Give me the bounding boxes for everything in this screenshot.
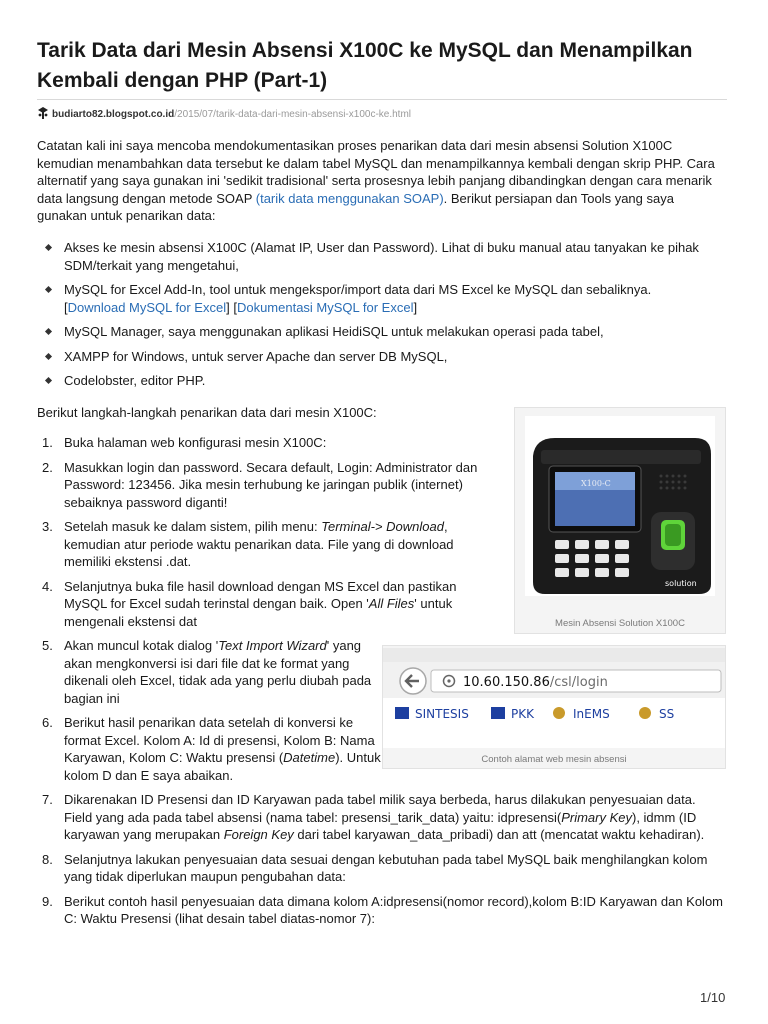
bookmark-sintesis: SINTESIS: [415, 707, 469, 721]
step-item: [37, 893, 727, 928]
intro-text: Catatan kali ini saya mencoba mendokumentasikan proses penarikan data dari mesin absensi Solution X100C kemudian menambahkan data tersebut ke dalam tabel MySQL dan menampilkannya kembali dengan skrip PHP. Cara alternatif yang saya gunakan ini 'sedikit tradisional' serta prosesnya lebih panjang dibandingkan dengan cara menarik data langsung dengan metode SOAP: [37, 138, 715, 206]
step-number: 4.: [42, 578, 53, 594]
list-item: [37, 372, 727, 390]
step-emphasis: Datetime: [283, 750, 336, 765]
step-text: Masukkan login dan password. Secara default, Login: Administrator dan Password: 123456. Jika mesin terhubung ke jaringan publik (internet) sebaiknya password diganti!: [64, 459, 478, 510]
step-number: 2.: [42, 459, 53, 475]
title-divider: [37, 99, 727, 100]
step-item: [37, 434, 494, 452]
site-favicon-icon: [37, 107, 49, 124]
list-item: [37, 323, 727, 341]
intro-text-end: . Berikut persiapan dan Tools yang saya gunakan untuk penarikan data:: [37, 190, 674, 223]
bracket: [: [64, 299, 68, 315]
bullet-icon: [45, 244, 52, 251]
bullet-icon: [45, 377, 52, 384]
step-text: Berikut hasil penarikan data setelah di konversi ke format Excel. Kolom A: Id di presensi, Kolom B: Nama Karyawan, Kolom C: Waktu presensi (: [64, 715, 375, 765]
intro-paragraph: [37, 137, 727, 225]
list-item-text: Akses ke mesin absensi X100C (Alamat IP, User dan Password). Lihat di buku manual atau tanyakan ke pihak SDM/terkait yang mengetahui,: [64, 240, 699, 273]
source-path: /2015/07/tarik-data-dari-mesin-absensi-x100c-ke.html: [174, 109, 412, 120]
list-item: [37, 281, 727, 316]
bookmark-inems: InEMS: [573, 707, 610, 721]
step-item: [37, 518, 494, 571]
step-item: [37, 459, 494, 512]
mysql-excel-docs-link[interactable]: Dokumentasi MySQL for Excel: [236, 299, 414, 315]
step-item: [37, 578, 494, 631]
bullet-icon: [45, 328, 52, 335]
step-emphasis: Text Import Wizard: [218, 638, 327, 653]
soap-link[interactable]: (tarik data menggunakan SOAP): [255, 190, 444, 206]
attendance-machine-image: [515, 416, 725, 616]
step-number: 6.: [42, 715, 53, 730]
step-item: [37, 791, 727, 844]
list-item-text: XAMPP for Windows, untuk server Apache dan server DB MySQL,: [64, 348, 448, 364]
step-number: 7.: [42, 792, 53, 807]
step-text: , kemudian atur periode waktu penarikan data. File yang di download memiliki ekstensi .dat.: [64, 519, 454, 569]
step-text: dari tabel karyawan_data_pribadi) dan att (mencatat waktu kehadiran).: [293, 827, 705, 842]
step-item: [37, 714, 389, 784]
step-text: ' yang akan mengkonversi isi dari file dat ke format yang dikenali oleh Excel, tidak ada yang perlu diubah pada bagian ini: [64, 638, 372, 706]
bookmark-pkk: PKK: [511, 707, 534, 721]
step-number: 8.: [42, 851, 53, 867]
bracket: ] [: [226, 299, 237, 315]
step-text: Buka halaman web konfigurasi mesin X100C:: [64, 435, 327, 450]
step-item: [37, 637, 389, 707]
url-figure: [382, 645, 726, 769]
step-text: ), idmm (ID karyawan yang merupakan: [64, 809, 697, 842]
step-emphasis: Terminal-> Download: [321, 519, 444, 534]
step-item: [37, 851, 727, 886]
steps-intro: Berikut langkah-langkah penarikan data dari mesin X100C:: [37, 405, 377, 420]
step-text: ' untuk mengenali ekstensi dat: [64, 596, 453, 629]
device-brand-label: solution: [665, 579, 697, 588]
article-title: Tarik Data dari Mesin Absensi X100C ke MySQL dan Menampilkan Kembali dengan PHP (Part-1): [37, 39, 693, 92]
figure-caption: Contoh alamat web mesin absensi: [481, 754, 627, 765]
device-figure: [514, 407, 726, 634]
source-line: [37, 107, 411, 124]
step-text: Akan muncul kotak dialog ': [64, 638, 219, 653]
list-item-text: MySQL Manager, saya menggunakan aplikasi HeidiSQL untuk melakukan operasi pada tabel,: [64, 324, 604, 339]
step-text: Setelah masuk ke dalam sistem, pilih menu:: [64, 519, 322, 534]
step-number: 9.: [42, 893, 53, 909]
device-model-label: X100-C: [581, 479, 611, 488]
step-text: Selanjutnya lakukan penyesuaian data sesuai dengan kebutuhan pada tabel MySQL baik menghilangkan kolom yang tidak diperlukan maupun pengubahan data:: [64, 851, 708, 884]
tools-list: [37, 239, 727, 397]
browser-screenshot-image: [383, 648, 725, 748]
bookmark-ss: SS: [659, 707, 675, 721]
step-number: 1.: [42, 435, 53, 450]
source-domain-link[interactable]: budiarto82.blogspot.co.id: [52, 109, 175, 120]
step-text: Selanjutnya buka file hasil download dengan MS Excel dan pastikan MySQL for Excel sudah terinstal dengan baik. Open ': [64, 578, 457, 611]
step-text: Berikut contoh hasil penyesuaian data dimana kolom A:idpresensi(nomor record),kolom B:ID Karyawan dan Kolom C: Waktu Presensi (lihat desain tabel diatas-nomor 7):: [64, 893, 724, 926]
browser-url-text: 10.60.150.86/csl/login: [463, 675, 608, 690]
list-item: [37, 239, 727, 274]
bullet-icon: [45, 286, 52, 293]
bracket: ]: [413, 299, 418, 315]
step-number: 5.: [42, 638, 53, 653]
figure-caption: Mesin Absensi Solution X100C: [555, 618, 685, 629]
page-number: 1/10: [700, 990, 726, 1005]
list-item-text: MySQL for Excel Add-In, tool untuk mengekspor/import data dari MS Excel ke MySQL dan sebaliknya.: [64, 282, 652, 297]
step-text: Dikarenakan ID Presensi dan ID Karyawan pada tabel milik saya berbeda, harus dilakukan penyesuaian data. Field yang ada pada tabel absensi (nama tabel: presensi_tarik_data) yaitu: idpresensi(: [64, 792, 696, 825]
bullet-icon: [45, 352, 52, 359]
list-item-text: Codelobster, editor PHP.: [64, 373, 206, 388]
step-emphasis: Primary Key: [561, 809, 632, 825]
step-text: ). Untuk kolom D dan E saya abaikan.: [64, 750, 381, 783]
list-item: [37, 348, 727, 366]
step-emphasis: Foreign Key: [223, 827, 294, 842]
step-number: 3.: [42, 519, 53, 534]
download-mysql-excel-link[interactable]: Download MySQL for Excel: [67, 299, 227, 315]
step-emphasis: All Files: [368, 596, 415, 611]
